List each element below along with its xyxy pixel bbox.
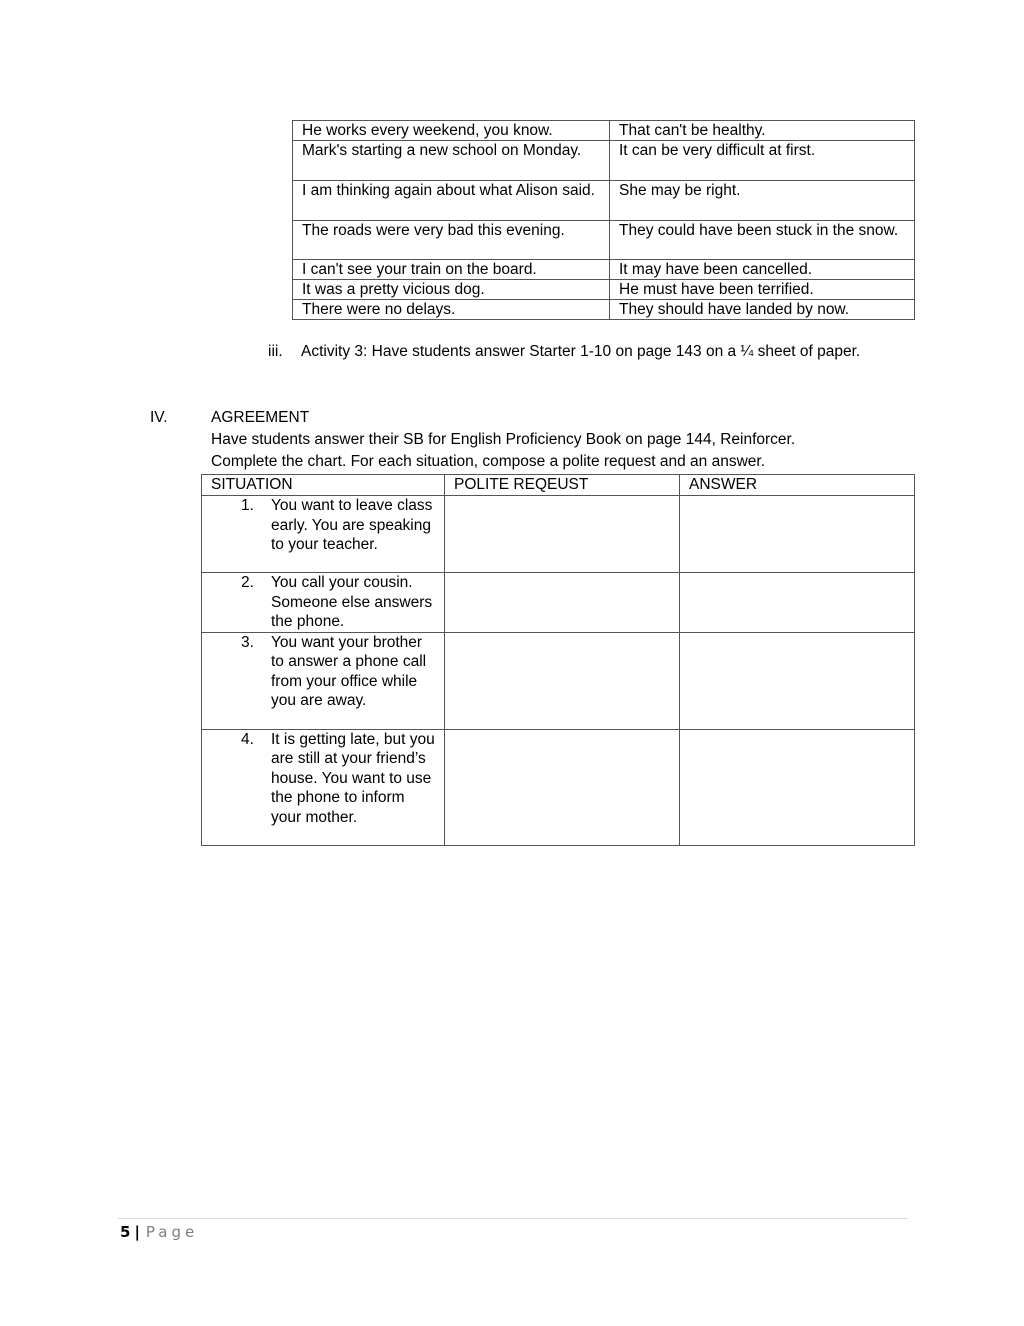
table-row	[293, 300, 915, 320]
column-header-answer: ANSWER	[680, 475, 915, 496]
table-row	[293, 121, 915, 141]
agreement-section	[211, 407, 911, 473]
table-row	[293, 181, 915, 221]
polite-request-cell[interactable]	[445, 496, 680, 573]
situation-cell	[202, 496, 445, 573]
table-row	[293, 280, 915, 300]
section-number: IV.	[150, 409, 168, 426]
situation-cell	[202, 632, 445, 729]
column-header-polite-request: POLITE REQEUST	[445, 475, 680, 496]
answer-cell[interactable]	[680, 632, 915, 729]
table-row	[293, 260, 915, 280]
section-title: AGREEMENT	[211, 409, 310, 426]
situation-text: You call your cousin. Someone else answers the phone.	[271, 574, 433, 630]
page-label: Page	[145, 1223, 199, 1241]
table-cell: The roads were very bad this evening.	[293, 221, 610, 260]
table-cell: I can't see your train on the board.	[293, 260, 610, 280]
chart-header-row	[202, 475, 915, 496]
situation-text: You want to leave class early. You are speaking to your teacher.	[271, 497, 433, 553]
answer-cell[interactable]	[680, 496, 915, 573]
table-cell: There were no delays.	[293, 300, 610, 320]
answer-cell[interactable]	[680, 573, 915, 633]
table-cell: It can be very difficult at first.	[610, 141, 915, 181]
table-cell: It was a pretty vicious dog.	[293, 280, 610, 300]
table-cell: Mark's starting a new school on Monday.	[293, 141, 610, 181]
situation-text: It is getting late, but you are still at your friend’s house. You want to use the phone to inform your mother.	[271, 730, 435, 826]
table-cell: That can't be healthy.	[610, 121, 915, 141]
table-row	[202, 729, 915, 845]
modal-verbs-table	[292, 120, 915, 320]
table-cell: They could have been stuck in the snow.	[610, 221, 915, 260]
polite-request-cell[interactable]	[445, 573, 680, 633]
table-cell: I am thinking again about what Alison said.	[293, 181, 610, 221]
table-row	[293, 141, 915, 181]
item-number: 2.	[241, 574, 254, 591]
table-cell: It may have been cancelled.	[610, 260, 915, 280]
instruction-line: Have students answer their SB for English Proficiency Book on page 144, Reinforcer.	[211, 431, 796, 448]
table-cell: They should have landed by now.	[610, 300, 915, 320]
table-cell: He must have been terrified.	[610, 280, 915, 300]
column-header-situation: SITUATION	[202, 475, 445, 496]
situation-text: You want your brother to answer a phone call from your office while you are away.	[271, 633, 427, 709]
table-row	[293, 221, 915, 260]
table-cell: She may be right.	[610, 181, 915, 221]
item-number: 3.	[241, 633, 254, 651]
polite-request-cell[interactable]	[445, 729, 680, 845]
polite-request-cell[interactable]	[445, 632, 680, 729]
instruction-line: Complete the chart. For each situation, compose a polite request and an answer.	[211, 453, 766, 470]
list-number: iii.	[268, 343, 283, 360]
page-number: 5	[120, 1223, 131, 1241]
situation-cell	[202, 573, 445, 633]
activity-text: Activity 3: Have students answer Starter 1-10 on page 143 on a ¼ sheet of paper.	[301, 343, 861, 360]
agreement-chart	[201, 474, 915, 846]
footer-separator: |	[134, 1223, 140, 1241]
footer-divider	[118, 1218, 908, 1219]
situation-cell	[202, 729, 445, 845]
answer-cell[interactable]	[680, 729, 915, 845]
page-footer	[120, 1222, 198, 1242]
table-cell: He works every weekend, you know.	[293, 121, 610, 141]
item-number: 1.	[241, 497, 254, 514]
table-row	[202, 496, 915, 573]
table-row	[202, 632, 915, 729]
item-number: 4.	[241, 730, 254, 748]
table-row	[202, 573, 915, 633]
